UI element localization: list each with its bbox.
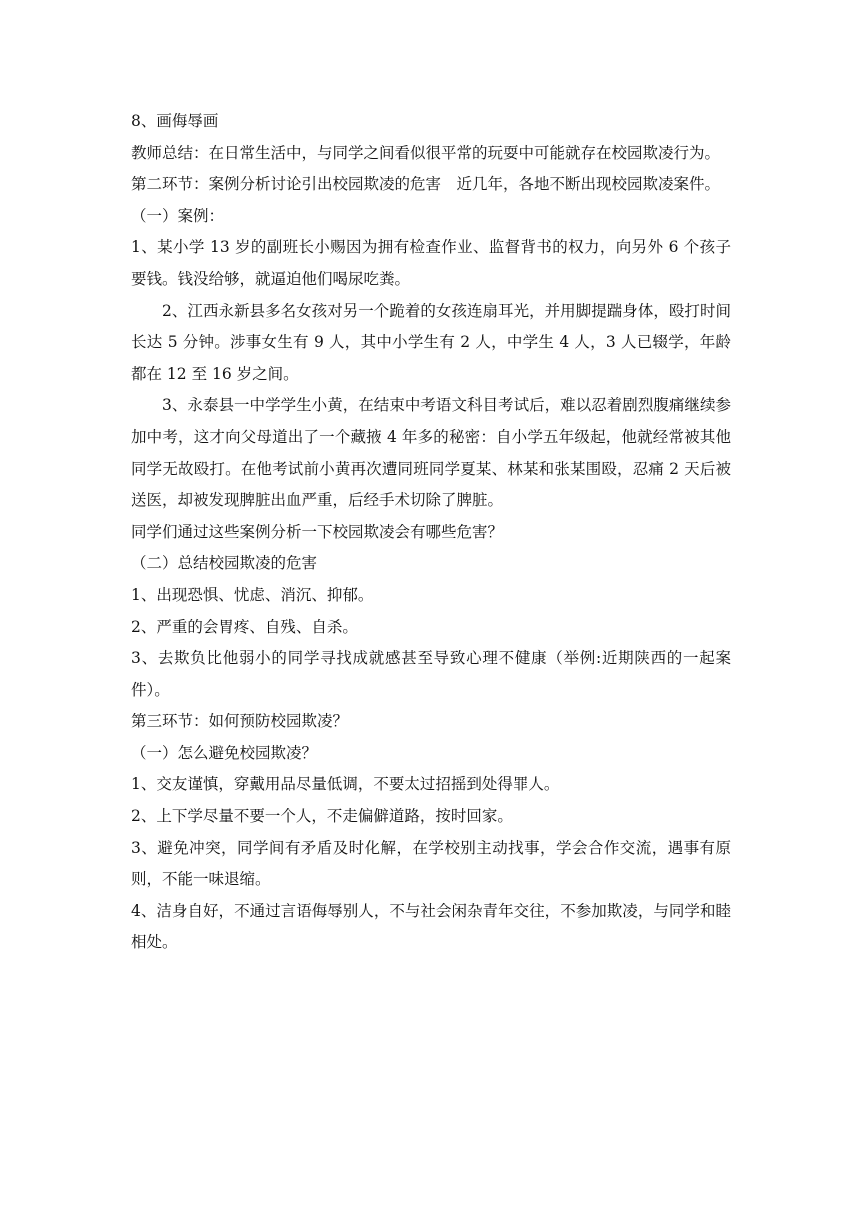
harm-1: 1、出现恐惧、忧虑、消沉、抑郁。 (131, 585, 374, 604)
case-2: 2、江西永新县多名女孩对另一个跪着的女孩连扇耳光，并用脚提踹身体，殴打时间长达 5 分钟。涉事女生有 9 人，其中小学生有 2 人，中学生 4 人，3 人已辍学，年龄都在 12 至 16 岁之间。 (131, 301, 731, 383)
section-three-heading: 第三环节：如何预防校园欺凌？ (131, 712, 349, 731)
avoid-tip-2: 2、上下学尽量不要一个人，不走偏僻道路，按时回家。 (131, 807, 513, 826)
avoid-tip-4: 4、洁身自好，不通过言语侮辱别人，不与社会闲杂青年交往，不参加欺凌，与同学和睦相处。 (131, 901, 731, 952)
harm-2: 2、严重的会胃疼、自残、自杀。 (131, 617, 358, 636)
case-3: 3、永泰县一中学学生小黄，在结束中考语文科目考试后，难以忍着剧烈腹痛继续参加中考，这才向父母道出了一个藏掖 4 年多的秘密：自小学五年级起，他就经常被其他同学无故殴打。在他考试前小黄再次遭同班同学夏某、林某和张某围殴，忍痛 2 天后被送医，却被发现脾脏出血严重，后经手术切除了脾脏。 (131, 396, 731, 510)
subsection-cases-heading: （一）案例： (131, 206, 225, 225)
subsection-harms-heading: （二）总结校园欺凌的危害 (131, 554, 318, 573)
list-item-insult-drawing: 8、画侮辱画 (131, 112, 219, 130)
case-1: 1、某小学 13 岁的副班长小赐因为拥有检查作业、监督背书的权力，向另外 6 个孩子要钱。钱没给够，就逼迫他们喝尿吃粪。 (131, 238, 731, 288)
teacher-summary: 教师总结：在日常生活中，与同学之间看似很平常的玩耍中可能就存在校园欺凌行为。 (131, 143, 721, 162)
avoid-tip-1: 1、交友谨慎，穿戴用品尽量低调，不要太过招摇到处得罪人。 (131, 775, 560, 794)
subsection-avoid-heading: （一）怎么避免校园欺凌？ (131, 743, 318, 762)
discussion-question: 同学们通过这些案例分析一下校园欺凌会有哪些危害？ (131, 522, 504, 541)
section-two-heading: 第二环节：案例分析讨论引出校园欺凌的危害 近几年，各地不断出现校园欺凌案件。 (131, 175, 721, 194)
harm-3: 3、去欺负比他弱小的同学寻找成就感甚至导致心理不健康（举例:近期陕西的一起案件）。 (131, 649, 731, 699)
avoid-tip-3: 3、避免冲突，同学间有矛盾及时化解，在学校别主动找事，学会合作交流，遇事有原则，不能一味退缩。 (131, 838, 731, 889)
document-body (131, 106, 731, 959)
